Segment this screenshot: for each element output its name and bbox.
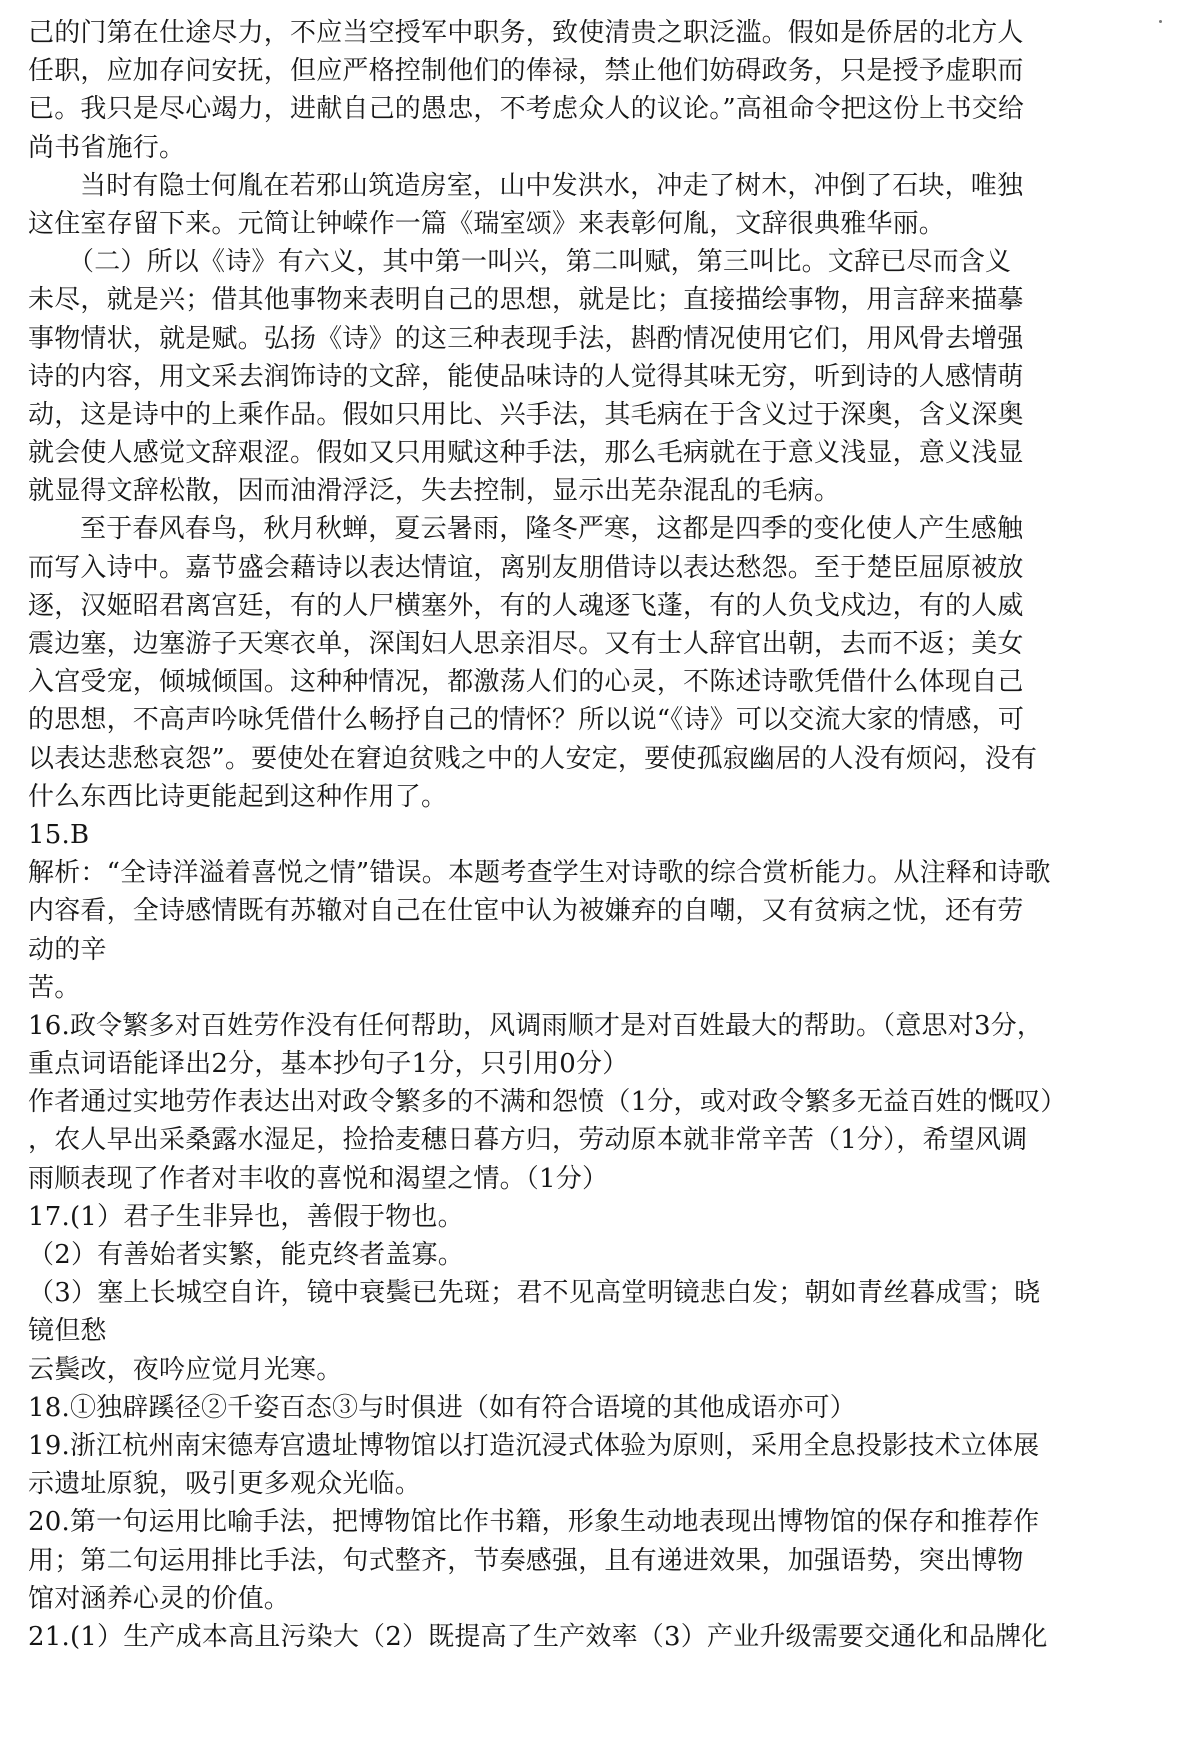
text-line: （二）所以《诗》有六义，其中第一叫兴，第二叫赋，第三叫比。文辞已尽而含义 [68, 247, 1012, 278]
text-line: 就会使人感觉文辞艰涩。假如又只用赋这种手法，那么毛病就在于意义浅显，意义浅显 [28, 438, 1024, 469]
text-line: 解析：“全诗洋溢着喜悦之情”错误。本题考查学生对诗歌的综合赏析能力。从注释和诗歌 [28, 858, 1051, 889]
text-line: 尚书省施行。 [28, 132, 186, 163]
text-line: 示遗址原貌，吸引更多观众光临。 [28, 1469, 422, 1500]
text-line: 己的门第在仕途尽力，不应当空授军中职务，致使清贵之职泛滥。假如是侨居的北方人 [28, 18, 1024, 48]
text-line: 就显得文辞松散，因而油滑浮泛，失去控制，显示出芜杂混乱的毛病。 [28, 476, 841, 507]
text-line: 入宫受宠，倾城倾国。这种种情况，都激荡人们的心灵，不陈述诗歌凭借什么体现自己 [28, 667, 1024, 698]
text-line: 任职，应加存问安抚，但应严格控制他们的俸禄，禁止他们妨碍政务，只是授予虚职而 [28, 56, 1024, 87]
text-line: 苦。 [28, 972, 81, 1003]
text-line: 诗的内容，用文采去润饰诗的文辞，能使品味诗的人觉得其味无穷，听到诗的人感情萌 [28, 361, 1024, 392]
text-line: （3）塞上长城空自许，镜中衰鬓已先斑；君不见高堂明镜悲白发；朝如青丝暮成雪；晓 [28, 1278, 1041, 1309]
text-line: 至于春风春鸟，秋月秋蝉，夏云暑雨，隆冬严寒，这都是四季的变化使人产生感触 [80, 514, 1024, 545]
text-line: 逐，汉姬昭君离宫廷，有的人尸横塞外，有的人魂逐飞蓬，有的人负戈戍边，有的人威 [28, 590, 1024, 621]
text-line: 以表达悲愁哀怨”。要使处在窘迫贫贱之中的人安定，要使孤寂幽居的人没有烦闷，没有 [28, 743, 1038, 774]
text-line: （2）有善始者实繁，能克终者盖寡。 [28, 1240, 464, 1270]
text-line: 用；第二句运用排比手法，句式整齐，节奏感强，且有递进效果，加强语势，突出博物 [28, 1545, 1024, 1576]
text-line: 重点词语能译出2分，基本抄句子1分，只引用0分） [28, 1049, 629, 1080]
text-line: 20.第一句运用比喻手法，把博物馆比作书籍，形象生动地表现出博物馆的保存和推荐作 [28, 1507, 1040, 1538]
document-page [28, 14, 1178, 1656]
text-line: 15.B [28, 819, 90, 850]
text-line: 动，这是诗中的上乘作品。假如只用比、兴手法，其毛病在于含义过于深奥，含义深奥 [28, 399, 1024, 430]
text-line: 16.政令繁多对百姓劳作没有任何帮助，风调雨顺才是对百姓最大的帮助。（意思对3分， [28, 1010, 1044, 1041]
text-line: 作者通过实地劳作表达出对政令繁多的不满和怨愤（1分，或对政令繁多无益百姓的慨叹） [28, 1087, 1067, 1118]
text-line: 这住室存留下来。元简让钟嵘作一篇《瑞室颂》来表彰何胤，文辞很典雅华丽。 [28, 208, 946, 239]
text-line: 17.(1）君子生非异也，善假于物也。 [28, 1201, 464, 1232]
text-line: 事物情状，就是赋。弘扬《诗》的这三种表现手法，斟酌情况使用它们，用风骨去增强 [28, 323, 1024, 354]
text-line: 未尽，就是兴；借其他事物来表明自己的思想，就是比；直接描绘事物，用言辞来描摹 [28, 285, 1024, 316]
text-line: 19.浙江杭州南宋德寿宫遗址博物馆以打造沉浸式体验为原则，采用全息投影技术立体展 [28, 1430, 1040, 1461]
text-line: 什么东西比诗更能起到这种作用了。 [28, 781, 448, 812]
text-line: 18.①独辟蹊径②千姿百态③与时俱进（如有符合语境的其他成语亦可） [28, 1392, 856, 1423]
text-line: 震边塞，边塞游子天寒衣单，深闺妇人思亲泪尽。又有士人辞官出朝，去而不返；美女 [28, 629, 1024, 659]
text-line: 当时有隐士何胤在若邪山筑造房室，山中发洪水，冲走了树木，冲倒了石块，唯独 [80, 170, 1024, 201]
text-line: 内容看，全诗感情既有苏辙对自己在仕宦中认为被嫌弃的自嘲，又有贫病之忧，还有劳 [28, 896, 1024, 927]
text-line: 的思想，不高声吟咏凭借什么畅抒自己的情怀？所以说“《诗》可以交流大家的情感，可 [28, 705, 1025, 736]
text-line: 而写入诗中。嘉节盛会藉诗以表达情谊，离别友朋借诗以表达愁怨。至于楚臣屈原被放 [28, 552, 1024, 583]
text-line: 镜但愁 [28, 1316, 107, 1347]
text-line: 云鬓改，夜吟应觉月光寒。 [28, 1354, 343, 1385]
text-line: 21.(1）生产成本高且污染大（2）既提高了生产效率（3）产业升级需要交通化和品牌化 [28, 1621, 1048, 1652]
text-line: 动的辛 [28, 934, 107, 965]
text-line: 已。我只是尽心竭力，进献自己的愚忠，不考虑众人的议论。”高祖命令把这份上书交给 [28, 94, 1025, 125]
text-line: 馆对涵养心灵的价值。 [28, 1583, 291, 1614]
text-line: 雨顺表现了作者对丰收的喜悦和渴望之情。（1分） [28, 1163, 609, 1194]
text-line: ，农人早出采桑露水湿足，捡拾麦穗日暮方归，劳动原本就非常辛苦（1分），希望风调 [28, 1125, 1028, 1156]
